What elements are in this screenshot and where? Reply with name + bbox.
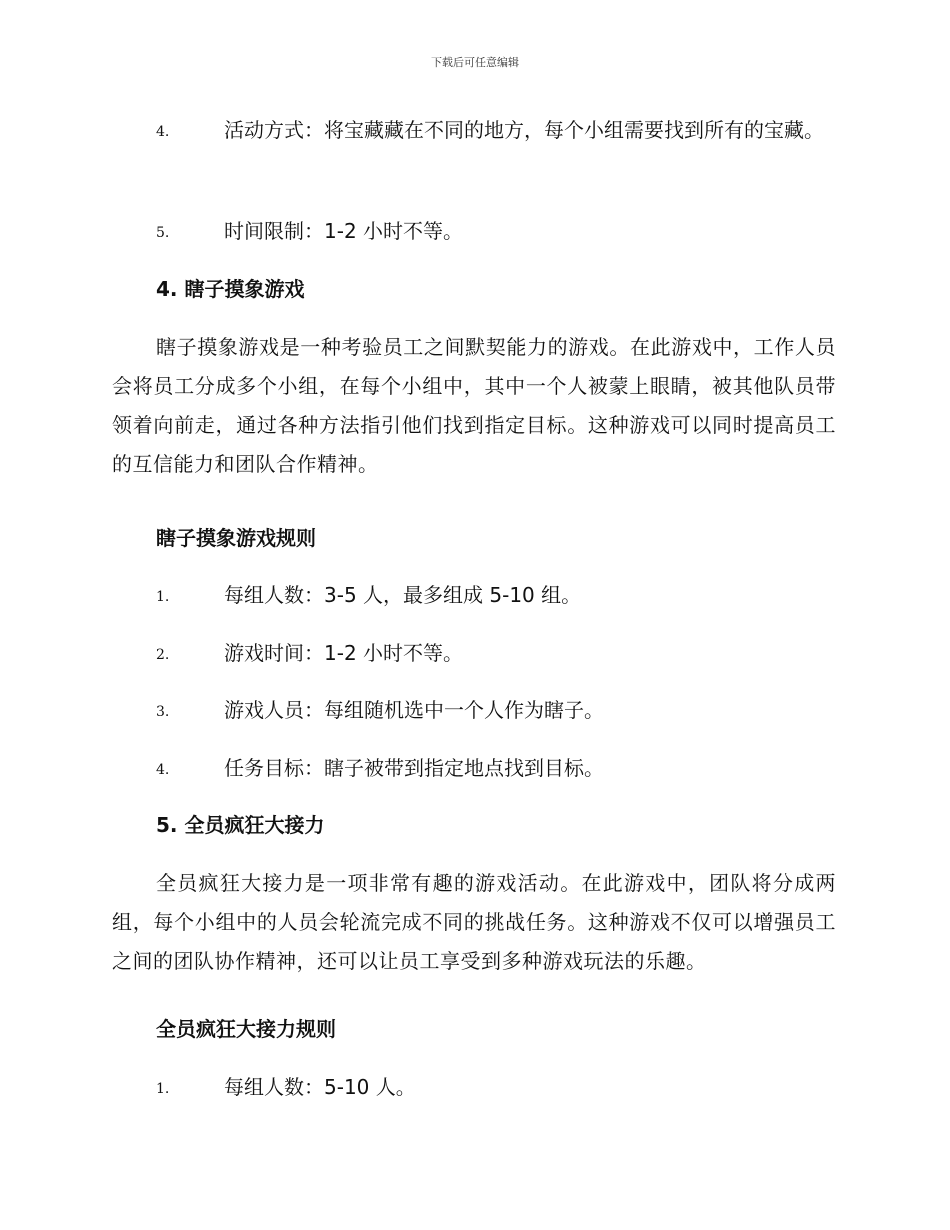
list-text: 活动方式：将宝藏藏在不同的地方，每个小组需要找到所有的宝藏。 — [224, 118, 824, 142]
list-number: 4. — [156, 762, 170, 778]
list-number: 1. — [156, 1081, 170, 1097]
list-text: 任务目标：瞎子被带到指定地点找到目标。 — [224, 756, 604, 780]
list-number: 1. — [156, 589, 170, 605]
section-paragraph: 全员疯狂大接力是一项非常有趣的游戏活动。在此游戏中，团队将分成两组，每个小组中的人员会轮流完成不同的挑战任务。这种游戏不仅可以增强员工之间的团队协作精神，还可以让员工享受到多种游戏玩法的乐趣。 — [112, 871, 836, 973]
list-number: 2. — [156, 647, 170, 663]
list-number: 5. — [156, 225, 170, 241]
list-text: 每组人数：5-10 人。 — [224, 1075, 416, 1099]
section-heading: 5. 全员疯狂大接力 — [156, 813, 325, 837]
page-header: 下载后可任意编辑 — [431, 56, 519, 69]
list-text: 时间限制：1-2 小时不等。 — [224, 219, 464, 243]
list-text: 每组人数：3-5 人，最多组成 5-10 组。 — [224, 583, 582, 607]
section-heading: 4. 瞎子摸象游戏 — [156, 277, 305, 301]
section-paragraph: 瞎子摸象游戏是一种考验员工之间默契能力的游戏。在此游戏中，工作人员会将员工分成多个小组，在每个小组中，其中一个人被蒙上眼睛，被其他队员带领着向前走，通过各种方法指引他们找到指定目标。这种游戏可以同时提高员工的互信能力和团队合作精神。 — [112, 335, 836, 476]
rules-heading: 瞎子摸象游戏规则 — [156, 526, 316, 550]
list-text: 游戏时间：1-2 小时不等。 — [224, 641, 464, 665]
list-number: 3. — [156, 704, 170, 720]
list-number: 4. — [156, 124, 170, 140]
list-text: 游戏人员：每组随机选中一个人作为瞎子。 — [224, 698, 604, 722]
rules-heading: 全员疯狂大接力规则 — [156, 1017, 336, 1041]
